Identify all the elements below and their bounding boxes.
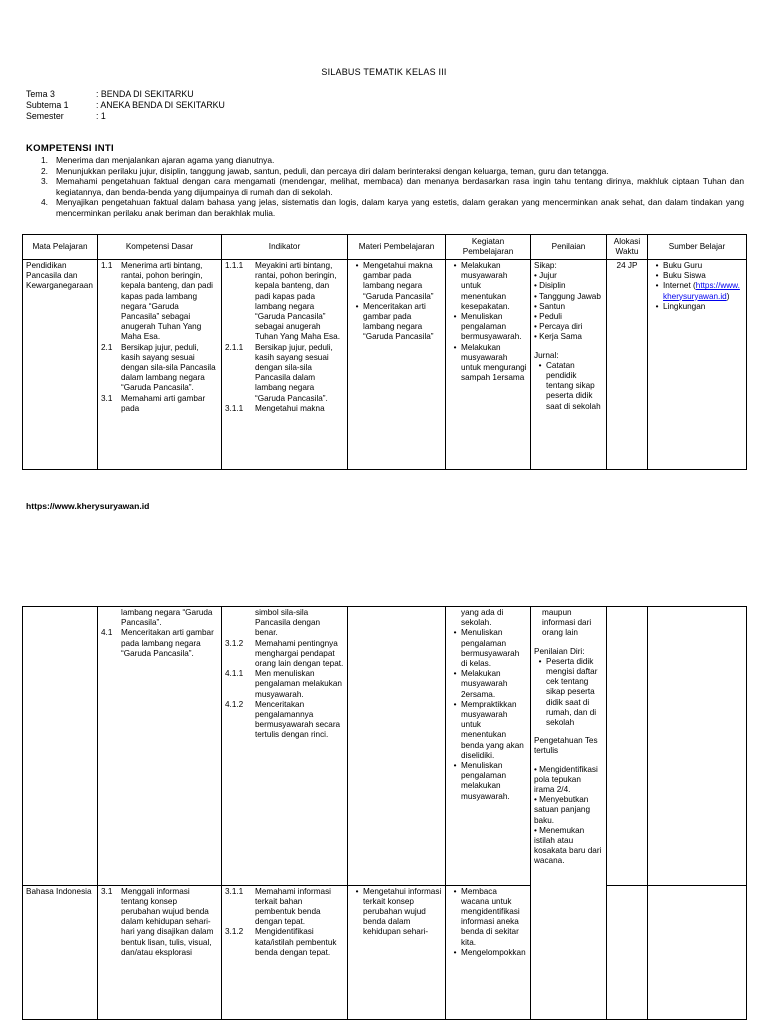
sikap-item: • Tanggung Jawab: [534, 291, 601, 301]
penilaian-diri-label: Penilaian Diri:: [534, 646, 585, 656]
kegiatan-item: • Melakukan musyawarah untuk menentukan kesepakatan.: [453, 261, 510, 311]
sumber-item: • Buku Siswa: [655, 271, 706, 281]
syllabus-table-1: [22, 234, 747, 470]
indikator-item: 3.1.1 Memahami informasi terkait bahan pembentuk benda dengan tepat.: [225, 886, 331, 927]
cell-waktu: 24 JP: [616, 261, 638, 270]
sikap-item: • Percaya diri: [534, 322, 583, 332]
cell-sumber: [651, 608, 743, 882]
cell-mapel: [26, 608, 94, 882]
table-header-row: [23, 235, 747, 260]
sumber-item: • Lingkungan: [655, 301, 706, 311]
meta-value: : BENDA DI SEKITARKU: [96, 89, 194, 99]
sumber-item: • Internet (https://www.kherysuryawan.id): [655, 281, 740, 301]
ki-text: Memahami pengetahuan faktual dengan cara mengamati (mendengar, melihat, membaca) dan menanya berdasarkan rasa ingin tahu tentang dirinya, makhluk ciptaan Tuhan dan kegiatannya, dan benda-benda yang dijumpainya di rumah dan di sekolah.: [56, 176, 744, 197]
cell-mapel: Bahasa Indonesia: [26, 886, 92, 896]
ki-text: Menunjukkan perilaku jujur, disiplin, tanggung jawab, santun, peduli, dan percaya diri dalam berinteraksi dengan keluarga, teman, guru dan tetangga.: [56, 165, 609, 176]
cell-kegiatan: [449, 887, 527, 1017]
page-2: [0, 598, 768, 1024]
jurnal-label: Jurnal:: [534, 350, 559, 360]
kegiatan-item: • Membaca wacana untuk mengidentifikasi informasi aneka benda di sekitar kita.: [453, 886, 520, 947]
cell-kegiatan: [449, 608, 527, 882]
meta-key: Tema 3: [26, 89, 55, 99]
kegiatan-item: • Mempraktikkan musyawarah untuk menentukan benda yang akan diselidiki.: [453, 699, 524, 760]
ki-heading: KOMPETENSI INTI: [26, 143, 114, 154]
kd-item: 3.1 Memahami arti gambar pada: [101, 393, 206, 413]
ki-item: [26, 197, 744, 218]
kd-item: 4.1 Menceritakan arti gambar pada lambang negara “Garuda Pancasila”.: [101, 628, 214, 658]
kegiatan-continued: yang ada di sekolah.: [461, 608, 504, 628]
indikator-item: 4.1.1 Men menuliskan pengalaman melakukan musyawarah.: [225, 669, 342, 699]
cell-sumber: [651, 887, 743, 1017]
cell-waktu: [610, 608, 644, 882]
sikap-label: Sikap:: [534, 261, 557, 270]
kd-item: 3.1 Menggali informasi tentang konsep perubahan wujud benda dalam kehidupan sehari-hari yang disajikan dalam bentuk lisan, tulis, visual, dan/atau eksplorasi: [101, 886, 214, 957]
meta-key: Subtema 1: [26, 100, 69, 110]
materi-item: • Menceritakan arti gambar pada lambang negara “Garuda Pancasila”: [355, 301, 434, 342]
kd-item: 1.1 Menerima arti bintang, rantai, pohon beringin, kepala banteng, dan padi kapas pada lambang negara “Garuda Pancasila” sebagai anugerah Tuhan Yang Maha Esa.: [101, 261, 213, 342]
meta-tema: [26, 89, 194, 100]
col-kd: Kompetensi Dasar: [98, 235, 222, 260]
kegiatan-item: • Menuliskan pengalaman bermusyawarah.: [453, 312, 522, 342]
sikap-item: • Kerja Sama: [534, 332, 582, 342]
col-penilaian: Penilaian: [531, 235, 607, 260]
pengetahuan-item: • Mengidentifikasi pola tepukan irama 2/4.: [534, 764, 598, 795]
cell-kd: [101, 887, 218, 1017]
penilaian-continued: maupun informasi dari orang lain: [542, 608, 592, 638]
table-row: [23, 885, 747, 1019]
cell-mapel: Pendidikan Pancasila dan Kewarganegaraan: [26, 261, 93, 291]
cell-penilaian: [534, 261, 603, 467]
ki-text: Menerima dan menjalankan ajaran agama yang dianutnya.: [56, 155, 275, 165]
table-row: [23, 260, 747, 470]
sikap-item: • Santun: [534, 301, 566, 311]
kegiatan-item: • Mengelompokkan: [453, 947, 526, 957]
cell-materi: [351, 261, 442, 467]
col-kegiatan: Kegiatan Pembelajaran: [446, 235, 531, 260]
cell-kegiatan: [449, 261, 527, 467]
materi-item: • Mengetahui makna gambar pada lambang negara “Garuda Pancasila”: [355, 261, 434, 301]
indikator-item: 3.1.1 Mengetahui makna: [225, 403, 325, 413]
col-sumber: Sumber Belajar: [648, 235, 747, 260]
ki-number: 4.: [41, 197, 48, 208]
cell-indikator: [225, 887, 344, 1017]
col-mapel: Mata Pelajaran: [23, 235, 98, 260]
jurnal-item: • Catatan pendidik tentang sikap peserta didik saat di sekolah: [538, 360, 601, 411]
sumber-item: • Buku Guru: [655, 261, 703, 270]
kd-item: 2.1 Bersikap jujur, peduli, kasih sayang sesuai dengan sila-sila Pancasila dalam lambang negara “Garuda Pancasila”.: [101, 342, 216, 393]
page-title: SILABUS TEMATIK KELAS III: [321, 67, 447, 77]
kegiatan-item: • Melakukan musyawarah 2ersama.: [453, 669, 508, 699]
kd-continued: lambang negara “Garuda Pancasila”.: [121, 608, 213, 628]
ki-item: [26, 166, 744, 177]
cell-waktu: [610, 887, 644, 1017]
meta-value: : 1: [96, 111, 106, 121]
ki-item: [26, 155, 744, 166]
ki-number: 3.: [41, 176, 48, 187]
materi-item: • Mengetahui informasi terkait konsep perubahan wujud benda dalam kehidupan sehari-: [355, 886, 442, 937]
cell-penilaian: [534, 608, 603, 1018]
indikator-item: 2.1.1 Bersikap jujur, peduli, kasih sayang sesuai dengan sila-sila Pancasila dalam lambang negara “Garuda Pancasila”.: [225, 342, 333, 403]
cell-kd: [101, 261, 218, 467]
cell-indikator: [225, 261, 344, 467]
sikap-item: • Jujur: [534, 271, 557, 281]
internet-link[interactable]: https://www.kherysuryawan.id: [663, 281, 740, 301]
kegiatan-item: • Melakukan musyawarah untuk mengurangi sampah 1ersama: [453, 342, 527, 383]
ki-item: [26, 176, 744, 197]
indikator-item: 3.1.2 Mengidentifikasi kata/istilah pembentuk benda dengan tepat.: [225, 927, 337, 957]
cell-sumber: [651, 261, 743, 467]
kegiatan-item: • Menuliskan pengalaman melakukan musyawarah.: [453, 761, 510, 801]
ki-number: 2.: [41, 165, 48, 176]
meta-value: : ANEKA BENDA DI SEKITARKU: [96, 100, 225, 110]
syllabus-table-2: [22, 606, 747, 1020]
cell-indikator: [225, 608, 344, 882]
meta-semester: [26, 111, 106, 122]
table-row: [23, 607, 747, 886]
cell-materi: [351, 608, 442, 882]
sikap-item: • Peduli: [534, 312, 562, 322]
col-materi: Materi Pembelajaran: [348, 235, 446, 260]
meta-key: Semester: [26, 111, 64, 121]
ki-text: Menyajikan pengetahuan faktual dalam bahasa yang jelas, sistematis dan logis, dalam karya yang estetis, dalam gerakan yang mencerminkan anak sehat, dan dalam tindakan yang mencerminkan perilaku anak beriman dan berakhlak mulia.: [56, 197, 744, 218]
cell-materi: [351, 887, 442, 1017]
pengetahuan-item: • Menemukan istilah atau kosakata baru dari wacana.: [534, 825, 602, 866]
penilaian-diri-item: • Peserta didik mengisi daftar cek tentang sikap peserta didik saat di rumah, dan di sekolah: [538, 656, 598, 728]
ki-number: 1.: [41, 155, 48, 165]
col-indikator: Indikator: [222, 235, 348, 260]
col-waktu: Alokasi Waktu: [607, 235, 648, 260]
kegiatan-item: • Menuliskan pengalaman bermusyawarah di kelas.: [453, 628, 520, 669]
cell-kd: [101, 608, 218, 882]
sikap-item: • Disiplin: [534, 281, 566, 291]
pengetahuan-label: Pengetahuan Tes tertulis: [534, 736, 598, 756]
indikator-item: 4.1.2 Menceritakan pengalamannya bermusyawarah secara tertulis dengan rinci.: [225, 699, 341, 740]
footer-link[interactable]: https://www.kherysuryawan.id: [26, 501, 150, 511]
indikator-item: 3.1.2 Memahami pentingnya menghargai pendapat orang lain dengan tepat.: [225, 638, 344, 669]
indikator-continued: simbol sila-sila Pancasila dengan benar.: [255, 608, 321, 638]
meta-subtema: [26, 100, 225, 111]
pengetahuan-item: • Menyebutkan satuan panjang baku.: [534, 795, 590, 825]
indikator-item: 1.1.1 Meyakini arti bintang, rantai, pohon beringin, kepala banteng, dan padi kapas pada lambang negara “Garuda Pancasila” sebagai anugerah Tuhan Yang Maha Esa.: [225, 261, 340, 342]
ki-list: [26, 155, 744, 219]
